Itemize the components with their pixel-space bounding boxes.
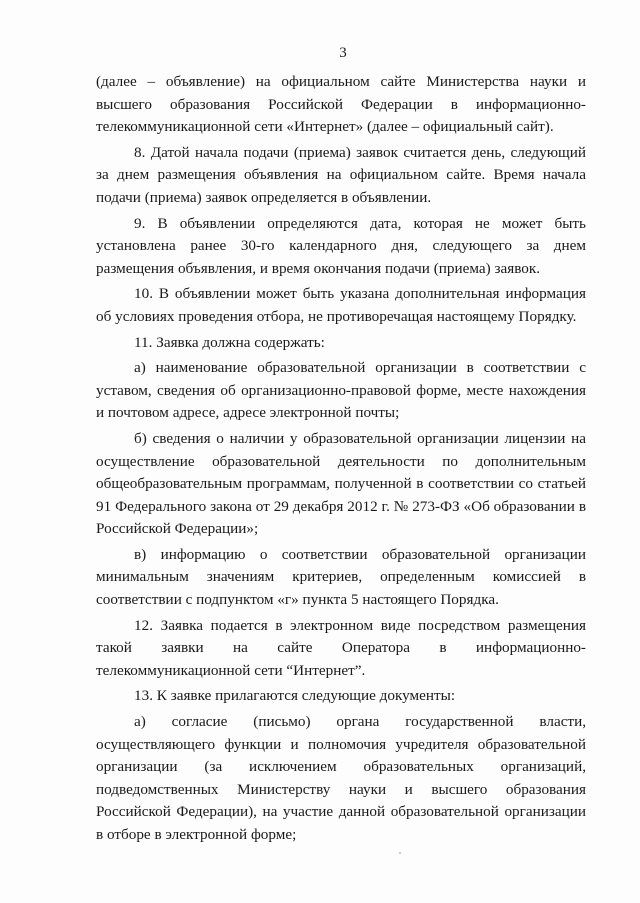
paragraph-item-11-b: б) сведения о наличии у образовательной организации лицензии на осуществление образовательной деятельности по дополнительным общеобразовательным программам, полученной в соответствии со статьей 91 Федерального закона от 29 декабря 2012 г. № 273-ФЗ «Об образовании в Российской Федерации»;: [96, 429, 586, 538]
paragraph-item-9: 9. В объявлении определяются дата, которая не может быть установлена ранее 30-го календарного дня, следующего за днем размещения объявления, и время окончания подачи (приема) заявок.: [96, 214, 586, 277]
paragraph-item-8: 8. Датой начала подачи (приема) заявок считается день, следующий за днем размещения объявления на официальном сайте. Время начала подачи (приема) заявок определяется в объявлении.: [96, 143, 586, 206]
paragraph-item-13-a: а) согласие (письмо) органа государственной власти, осуществляющего функции и полномочия учредителя образовательной организации (за исключением образовательных организаций, подведомственных Министерству науки и высшего образования Российской Федерации), на участие данной образовательной организации в отборе в электронной форме;: [96, 713, 586, 843]
document-body: [96, 71, 586, 850]
paragraph-item-11: 11. Заявка должна содержать:: [134, 333, 325, 351]
page-number: 3: [339, 45, 347, 61]
paragraph-item-13: 13. К заявке прилагаются следующие документы:: [134, 687, 456, 705]
paragraph-announcement-continuation: (далее – объявление) на официальном сайте Министерства науки и высшего образования Российской Федерации в информационно-телекоммуникационной сети «Интернет» (далее – официальный сайт).: [96, 73, 586, 136]
paragraph-item-12: 12. Заявка подается в электронном виде посредством размещения такой заявки на сайте Оператора в информационно-телекоммуникационной сети “Интернет”.: [96, 616, 586, 679]
scan-speck: [399, 852, 401, 854]
paragraph-item-11-a: а) наименование образовательной организации в соответствии с уставом, сведения об организационно-правовой форме, месте нахождения и почтовом адресе, адресе электронной почты;: [96, 359, 586, 422]
paragraph-item-10: 10. В объявлении может быть указана дополнительная информация об условиях проведения отбора, не противоречащая настоящему Порядку.: [96, 285, 586, 325]
paragraph-item-11-v: в) информацию о соответствии образовательной организации минимальным значениям критериев, определенным комиссией в соответствии с подпунктом «г» пункта 5 настоящего Порядка.: [96, 545, 586, 609]
